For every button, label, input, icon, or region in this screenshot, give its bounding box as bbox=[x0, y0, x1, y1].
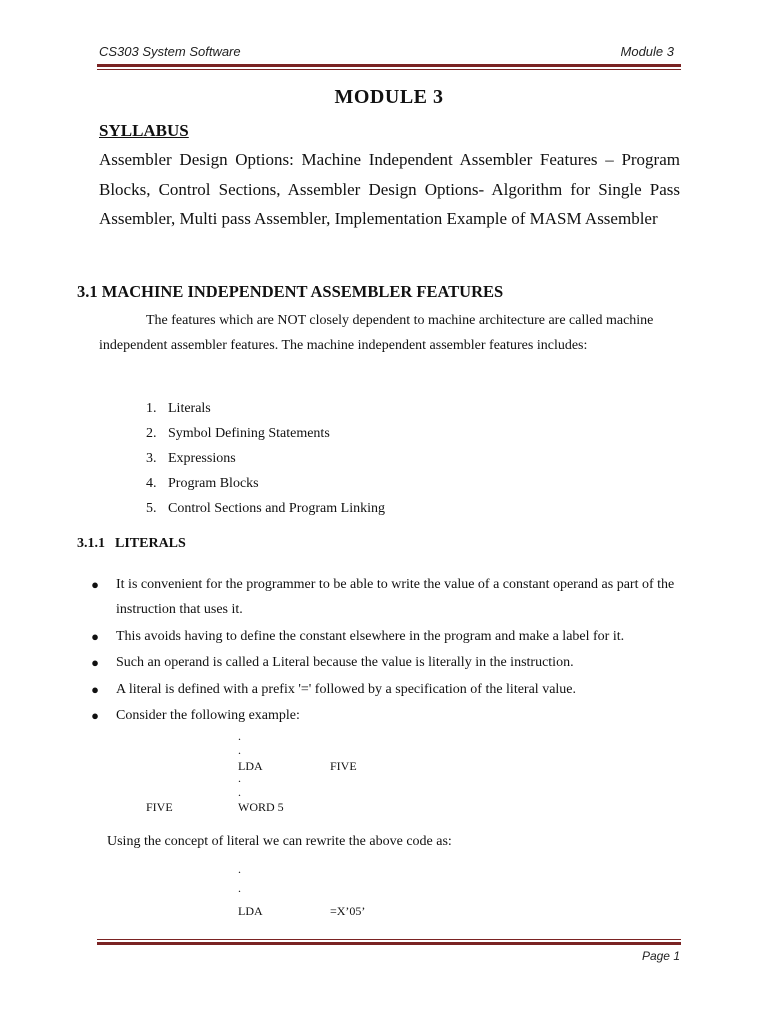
list-item bbox=[89, 677, 681, 702]
bullet-icon: ● bbox=[91, 681, 99, 697]
list-item bbox=[146, 471, 385, 496]
footer-rule-thick bbox=[97, 942, 681, 945]
bullet-icon: ● bbox=[91, 655, 99, 670]
list-item bbox=[146, 421, 385, 446]
syllabus-heading: SYLLABUS bbox=[99, 121, 189, 140]
subsection-number: 3.1.1 bbox=[77, 536, 105, 551]
list-item bbox=[146, 446, 385, 471]
list-number: 2. bbox=[146, 426, 157, 441]
list-number: 3. bbox=[146, 451, 157, 466]
bullet-icon: ● bbox=[91, 577, 99, 592]
list-item bbox=[89, 703, 681, 728]
syllabus-text: Assembler Design Options: Machine Independent Assembler Features – Program Blocks, Control Sections, Assembler Design Options- Algorithm for Single Pass Assembler, Multi pass Assembler, Implementation Example of MASM Assembler bbox=[99, 150, 680, 228]
subsection-title: LITERALS bbox=[115, 536, 186, 551]
code-opcode: LDA bbox=[238, 904, 263, 918]
section-intro-text: The features which are NOT closely dependent to machine architecture are called machine independent assembler features. The machine independent assembler features includes: bbox=[99, 313, 654, 353]
code-ellipsis-dot: . bbox=[238, 743, 241, 757]
header-module: Module 3 bbox=[620, 44, 674, 59]
code-ellipsis-dot: . bbox=[238, 862, 241, 876]
list-number: 5. bbox=[146, 501, 157, 516]
literal-bullets bbox=[89, 572, 681, 730]
code-ellipsis-dot: . bbox=[238, 729, 241, 743]
section-intro bbox=[99, 308, 679, 358]
code-ellipsis-dot: . bbox=[238, 881, 241, 895]
list-number: 4. bbox=[146, 476, 157, 491]
code-label: FIVE bbox=[146, 800, 173, 814]
bullet-text: This avoids having to define the constant elsewhere in the program and make a label for it. bbox=[116, 628, 625, 644]
list-text: Expressions bbox=[168, 451, 236, 466]
list-item bbox=[89, 650, 681, 675]
page-title: MODULE 3 bbox=[334, 86, 444, 108]
list-item bbox=[89, 572, 681, 622]
list-text: Program Blocks bbox=[168, 476, 259, 491]
code-directive: WORD 5 bbox=[238, 800, 284, 814]
bullet-icon: ● bbox=[91, 708, 99, 723]
feature-list bbox=[146, 396, 385, 521]
bullet-text: Consider the following example: bbox=[116, 708, 300, 723]
bullet-text: A literal is defined with a prefix '=' followed by a specification of the literal value. bbox=[116, 681, 577, 697]
header-course: CS303 System Software bbox=[99, 44, 241, 59]
bullet-icon: ● bbox=[91, 628, 99, 644]
code-operand: =X’05’ bbox=[330, 904, 366, 918]
header-rule-thin bbox=[97, 69, 681, 70]
bullet-text: It is convenient for the programmer to be able to write the value of a constant operand as part of the instruction that uses it. bbox=[116, 577, 675, 617]
list-item bbox=[146, 496, 385, 521]
list-text: Symbol Defining Statements bbox=[168, 426, 330, 441]
rewrite-text: Using the concept of literal we can rewrite the above code as: bbox=[107, 834, 452, 849]
code-opcode: LDA bbox=[238, 759, 263, 773]
list-number: 1. bbox=[146, 401, 157, 416]
list-text: Literals bbox=[168, 401, 211, 416]
section-heading: 3.1 MACHINE INDEPENDENT ASSEMBLER FEATURES bbox=[77, 282, 504, 301]
code-ellipsis-dot: . bbox=[238, 771, 241, 785]
list-item bbox=[146, 396, 385, 421]
footer-page-number: Page 1 bbox=[641, 949, 680, 963]
list-text: Control Sections and Program Linking bbox=[168, 501, 385, 516]
code-operand: FIVE bbox=[330, 759, 357, 773]
header-rule-thick bbox=[97, 64, 681, 67]
bullet-text: Such an operand is called a Literal because the value is literally in the instruction. bbox=[116, 655, 574, 670]
footer-rule-thin bbox=[97, 939, 681, 940]
list-item bbox=[89, 624, 681, 649]
code-ellipsis-dot: . bbox=[238, 785, 241, 799]
subsection-heading bbox=[77, 536, 186, 552]
